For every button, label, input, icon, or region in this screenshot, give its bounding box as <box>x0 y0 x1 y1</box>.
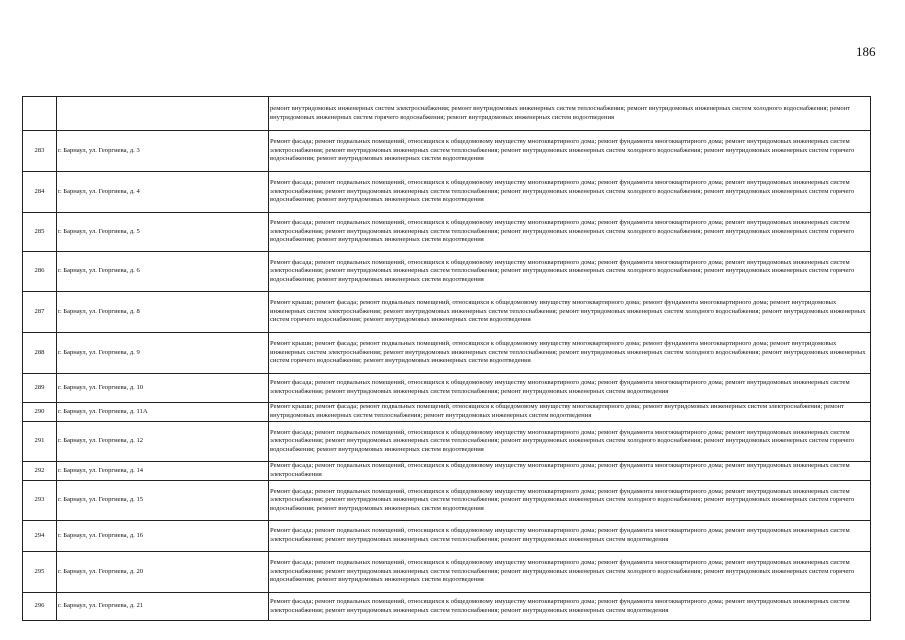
table-body <box>23 97 871 621</box>
table-row <box>23 172 871 213</box>
row-number: 286 <box>23 252 57 292</box>
row-works: Ремонт крыши; ремонт фасада; ремонт подвальных помещений, относящихся к общедомовому имуществу многоквартирного дома; ремонт фундамента многоквартирного дома; ремонт внутридомовых инженерных систем электроснабжения; ремонт внутридомовых инженерных систем теплоснабжения; ремонт внутридомовых инженерных систем холодного водоснабжения; ремонт внутридомовых инженерных систем горячего водоснабжения; ремонт внутридомовых инженерных систем водоотведения <box>269 333 871 374</box>
row-address: г. Барнаул, ул. Георгиева, д. 16 <box>57 521 269 552</box>
row-number: 288 <box>23 333 57 374</box>
row-works: Ремонт крыши; ремонт фасада; ремонт подвальных помещений, относящихся к общедомовому имуществу многоквартирного дома; ремонт внутридомовых инженерных систем электроснабжения; ремонт внутридомовых инженерных систем теплоснабжения; ремонт внутридомовых инженерных систем водоотведения <box>269 403 871 422</box>
row-works: Ремонт фасада; ремонт подвальных помещений, относящихся к общедомовому имуществу многоквартирного дома; ремонт фундамента многоквартирного дома; ремонт внутридомовых инженерных систем электроснабжения; ремонт внутридомовых инженерных систем теплоснабжения; ремонт внутридомовых инженерных систем холодного водоснабжения; ремонт внутридомовых инженерных систем горячего водоснабжения; ремонт внутридомовых инженерных систем водоотведения <box>269 422 871 462</box>
repair-registry-table <box>22 96 871 621</box>
row-works: Ремонт фасада; ремонт подвальных помещений, относящихся к общедомовому имуществу многоквартирного дома; ремонт фундамента многоквартирного дома; ремонт внутридомовых инженерных систем электроснабжения <box>269 462 871 481</box>
row-number: 285 <box>23 213 57 252</box>
row-address: г. Барнаул, ул. Георгиева, д. 10 <box>57 374 269 403</box>
row-number: 293 <box>23 481 57 521</box>
table-row <box>23 593 871 621</box>
row-address: г. Барнаул, ул. Георгиева, д. 9 <box>57 333 269 374</box>
row-address: г. Барнаул, ул. Георгиева, д. 4 <box>57 172 269 213</box>
row-works: Ремонт фасада; ремонт подвальных помещений, относящихся к общедомовому имуществу многоквартирного дома; ремонт фундамента многоквартирного дома; ремонт внутридомовых инженерных систем электроснабжения; ремонт внутридомовых инженерных систем теплоснабжения; ремонт внутридомовых инженерных систем холодного водоснабжения; ремонт внутридомовых инженерных систем горячего водоснабжения; ремонт внутридомовых инженерных систем водоотведения <box>269 131 871 172</box>
table-row <box>23 374 871 403</box>
row-number: 292 <box>23 462 57 481</box>
row-works: Ремонт фасада; ремонт подвальных помещений, относящихся к общедомовому имуществу многоквартирного дома; ремонт фундамента многоквартирного дома; ремонт внутридомовых инженерных систем электроснабжения; ремонт внутридомовых инженерных систем теплоснабжения; ремонт внутридомовых инженерных систем холодного водоснабжения; ремонт внутридомовых инженерных систем горячего водоснабжения; ремонт внутридомовых инженерных систем водоотведения <box>269 552 871 593</box>
row-works: Ремонт фасада; ремонт подвальных помещений, относящихся к общедомовому имуществу многоквартирного дома; ремонт фундамента многоквартирного дома; ремонт внутридомовых инженерных систем электроснабжения; ремонт внутридомовых инженерных систем теплоснабжения; ремонт внутридомовых инженерных систем водоотведения <box>269 374 871 403</box>
table-row <box>23 252 871 292</box>
row-works: Ремонт фасада; ремонт подвальных помещений, относящихся к общедомовому имуществу многоквартирного дома; ремонт фундамента многоквартирного дома; ремонт внутридомовых инженерных систем электроснабжения; ремонт внутридомовых инженерных систем теплоснабжения; ремонт внутридомовых инженерных систем холодного водоснабжения; ремонт внутридомовых инженерных систем горячего водоснабжения; ремонт внутридомовых инженерных систем водоотведения <box>269 172 871 213</box>
row-number: 283 <box>23 131 57 172</box>
table-row <box>23 422 871 462</box>
row-address: г. Барнаул, ул. Георгиева, д. 11А <box>57 403 269 422</box>
table-row <box>23 333 871 374</box>
table-row <box>23 462 871 481</box>
table-row <box>23 521 871 552</box>
row-address: г. Барнаул, ул. Георгиева, д. 3 <box>57 131 269 172</box>
table-row <box>23 292 871 333</box>
table-row <box>23 552 871 593</box>
row-works: Ремонт крыши; ремонт фасада; ремонт подвальных помещений, относящихся к общедомовому имуществу многоквартирного дома; ремонт фундамента многоквартирного дома; ремонт внутридомовых инженерных систем электроснабжения; ремонт внутридомовых инженерных систем теплоснабжения; ремонт внутридомовых инженерных систем холодного водоснабжения; ремонт внутридомовых инженерных систем горячего водоснабжения; ремонт внутридомовых инженерных систем водоотведения <box>269 292 871 333</box>
row-number: 294 <box>23 521 57 552</box>
row-address: г. Барнаул, ул. Георгиева, д. 12 <box>57 422 269 462</box>
table-row <box>23 403 871 422</box>
row-address: г. Барнаул, ул. Георгиева, д. 20 <box>57 552 269 593</box>
row-works: Ремонт фасада; ремонт подвальных помещений, относящихся к общедомовому имуществу многоквартирного дома; ремонт фундамента многоквартирного дома; ремонт внутридомовых инженерных систем электроснабжения; ремонт внутридомовых инженерных систем теплоснабжения; ремонт внутридомовых инженерных систем холодного водоснабжения; ремонт внутридомовых инженерных систем горячего водоснабжения; ремонт внутридомовых инженерных систем водоотведения <box>269 213 871 252</box>
row-address: г. Барнаул, ул. Георгиева, д. 6 <box>57 252 269 292</box>
row-address: г. Барнаул, ул. Георгиева, д. 21 <box>57 593 269 621</box>
row-works: Ремонт фасада; ремонт подвальных помещений, относящихся к общедомовому имуществу многоквартирного дома; ремонт фундамента многоквартирного дома; ремонт внутридомовых инженерных систем электроснабжения; ремонт внутридомовых инженерных систем теплоснабжения; ремонт внутридомовых инженерных систем водоотведения <box>269 521 871 552</box>
row-works: Ремонт фасада; ремонт подвальных помещений, относящихся к общедомовому имуществу многоквартирного дома; ремонт фундамента многоквартирного дома; ремонт внутридомовых инженерных систем электроснабжения; ремонт внутридомовых инженерных систем теплоснабжения; ремонт внутридомовых инженерных систем водоотведения <box>269 593 871 621</box>
row-number: 287 <box>23 292 57 333</box>
row-number <box>23 97 57 131</box>
page-number: 186 <box>856 44 876 59</box>
row-address: г. Барнаул, ул. Георгиева, д. 15 <box>57 481 269 521</box>
table-row <box>23 131 871 172</box>
table-row <box>23 213 871 252</box>
row-address: г. Барнаул, ул. Георгиева, д. 5 <box>57 213 269 252</box>
row-works: ремонт внутридомовых инженерных систем электроснабжения; ремонт внутридомовых инженерных систем теплоснабжения; ремонт внутридомовых инженерных систем холодного водоснабжения; ремонт внутридомовых инженерных систем горячего водоснабжения; ремонт внутридомовых инженерных систем водоотведения <box>269 97 871 131</box>
row-address: г. Барнаул, ул. Георгиева, д. 8 <box>57 292 269 333</box>
row-number: 289 <box>23 374 57 403</box>
row-number: 295 <box>23 552 57 593</box>
row-number: 291 <box>23 422 57 462</box>
row-number: 296 <box>23 593 57 621</box>
row-address <box>57 97 269 131</box>
row-works: Ремонт фасада; ремонт подвальных помещений, относящихся к общедомовому имуществу многоквартирного дома; ремонт фундамента многоквартирного дома; ремонт внутридомовых инженерных систем электроснабжения; ремонт внутридомовых инженерных систем теплоснабжения; ремонт внутридомовых инженерных систем холодного водоснабжения; ремонт внутридомовых инженерных систем горячего водоснабжения; ремонт внутридомовых инженерных систем водоотведения <box>269 252 871 292</box>
row-number: 290 <box>23 403 57 422</box>
row-address: г. Барнаул, ул. Георгиева, д. 14 <box>57 462 269 481</box>
table-row <box>23 97 871 131</box>
table-row <box>23 481 871 521</box>
row-works: Ремонт фасада; ремонт подвальных помещений, относящихся к общедомовому имуществу многоквартирного дома; ремонт фундамента многоквартирного дома; ремонт внутридомовых инженерных систем электроснабжения; ремонт внутридомовых инженерных систем теплоснабжения; ремонт внутридомовых инженерных систем холодного водоснабжения; ремонт внутридомовых инженерных систем горячего водоснабжения; ремонт внутридомовых инженерных систем водоотведения <box>269 481 871 521</box>
row-number: 284 <box>23 172 57 213</box>
